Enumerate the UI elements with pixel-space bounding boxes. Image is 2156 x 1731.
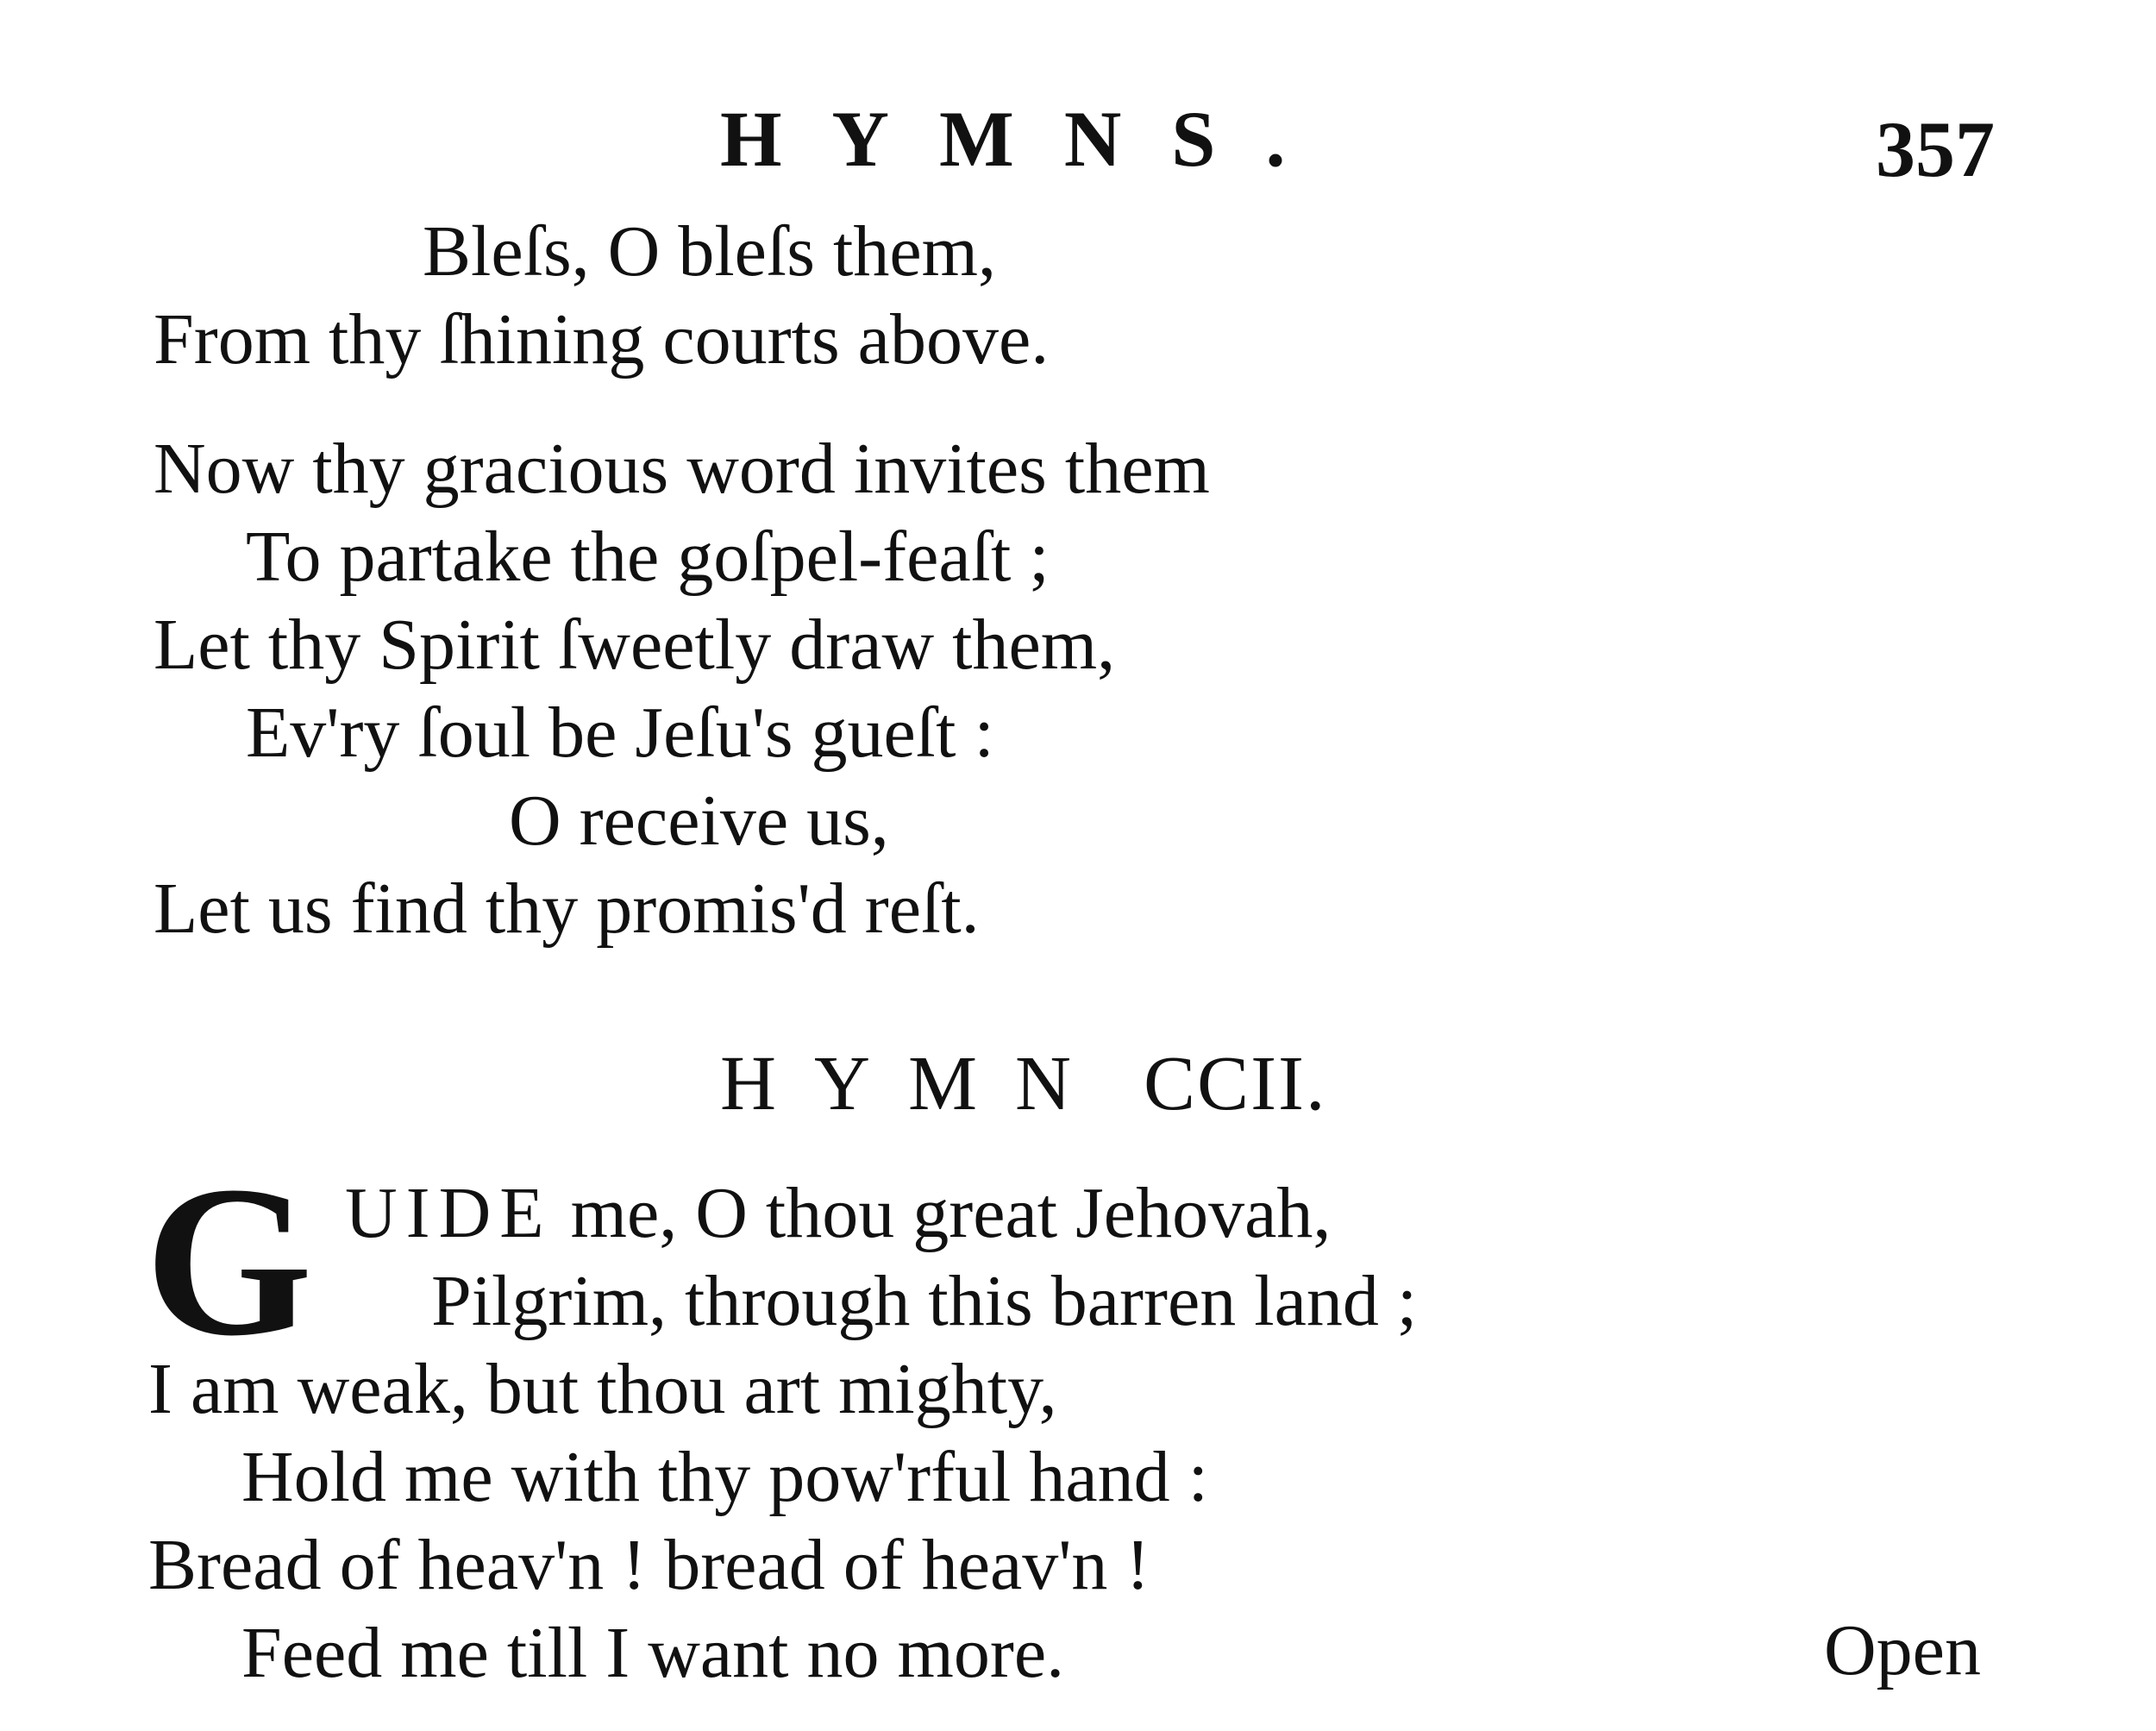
hymn-heading-number: CCII. (1144, 1041, 1327, 1126)
verse-line: Bleſs, O bleſs them, (423, 211, 996, 292)
verse-line: Pilgrim, through this barren land ; (431, 1261, 1418, 1341)
verse-line: Let thy Spirit ſweetly draw them, (154, 605, 1116, 685)
verse-line: I am weak, but thou art mighty, (148, 1349, 1057, 1429)
verse-line: O receive us, (509, 781, 889, 861)
running-title: HYMNS. (720, 95, 1336, 183)
first-word: UIDE (345, 1173, 553, 1253)
hymn-heading (720, 1039, 1327, 1128)
verse-line: Now thy gracious word invites them (154, 429, 1210, 509)
first-line-rest: me, O thou great Jehovah, (552, 1173, 1332, 1253)
verse-line (345, 1173, 1332, 1253)
verse-line: Let us find thy promis'd reſt. (154, 869, 980, 949)
verse-line: Hold me with thy pow'rful hand : (241, 1437, 1208, 1517)
hymn-heading-word: HYMN (720, 1041, 1110, 1126)
drop-cap: G (145, 1142, 313, 1381)
verse-line: Bread of heav'n ! bread of heav'n ! (148, 1525, 1150, 1605)
page-number: 357 (1876, 105, 1995, 193)
verse-line: Ev'ry ſoul be Jeſu's gueſt : (246, 693, 994, 773)
verse-line: Feed me till I want no more. (241, 1613, 1065, 1693)
page-header (0, 93, 2156, 193)
verse-line: To partake the goſpel-feaſt ; (246, 517, 1050, 597)
catchword: Open (1824, 1610, 1981, 1690)
verse-line: From thy ſhining courts above. (154, 299, 1050, 379)
